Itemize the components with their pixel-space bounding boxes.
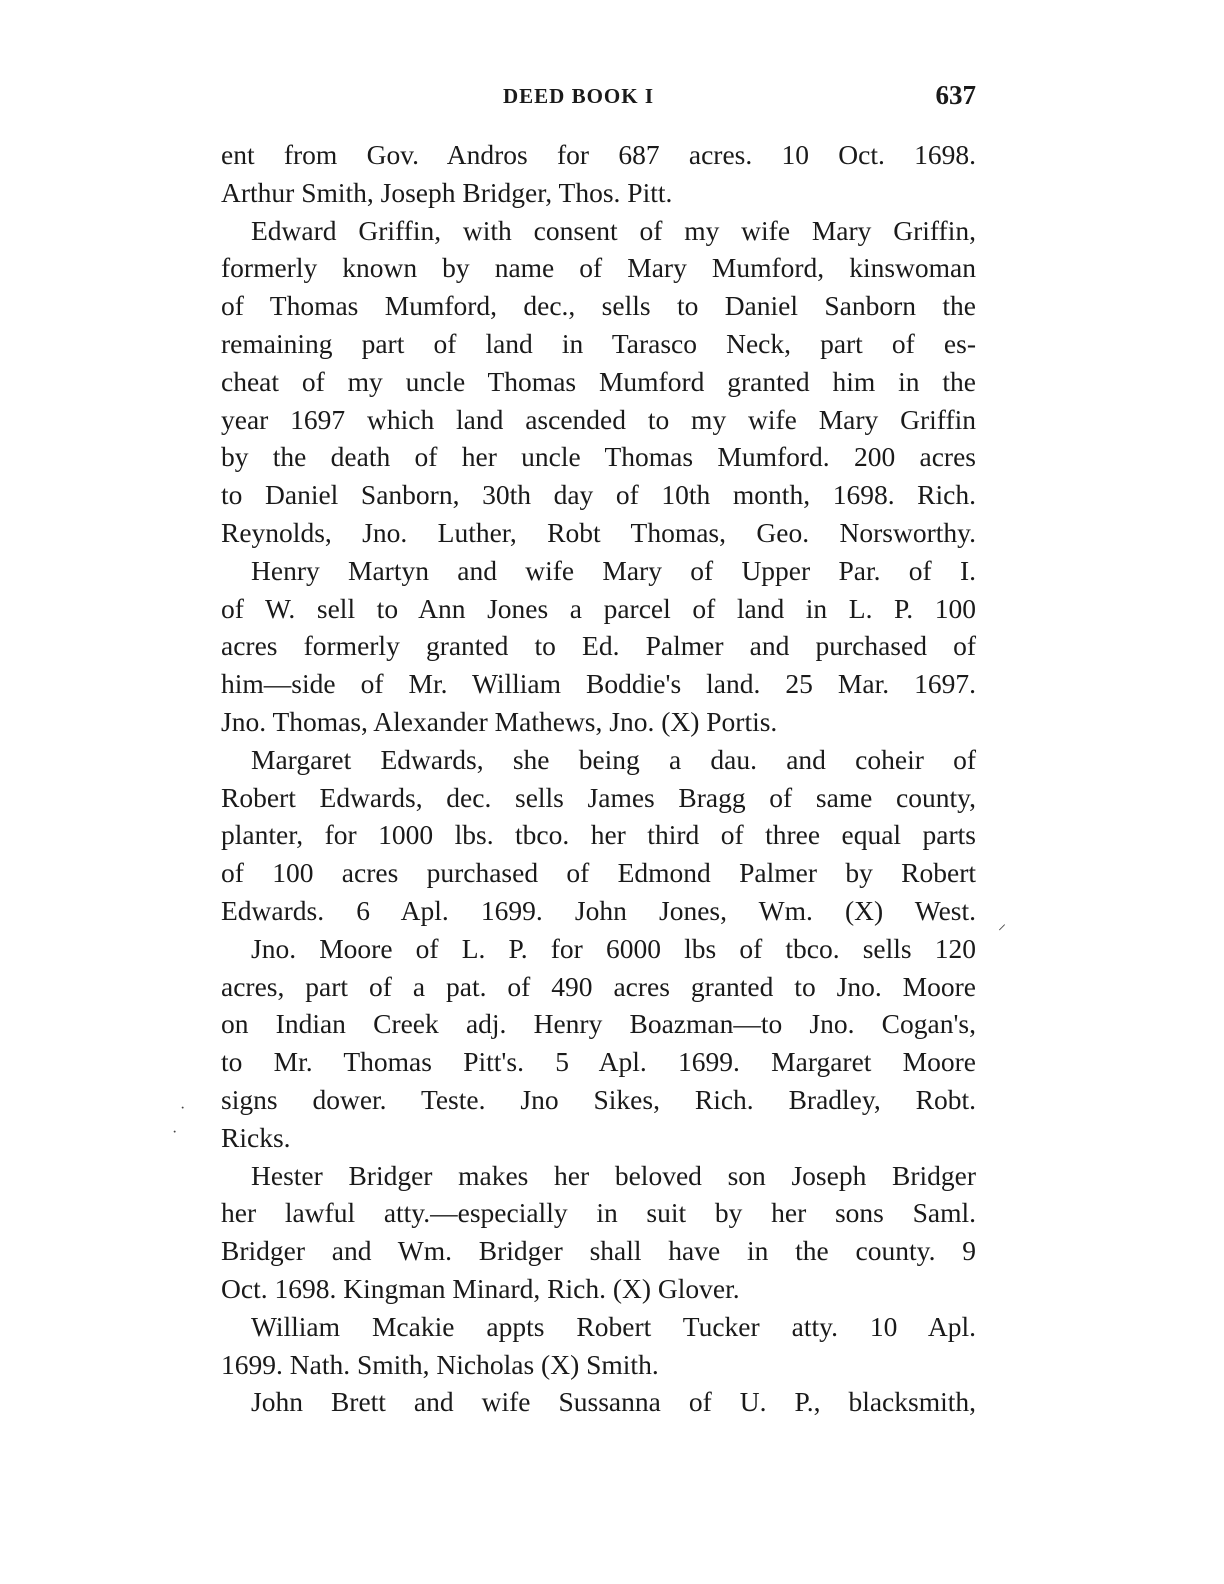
text-line: Edwards. 6 Apl. 1699. John Jones, Wm. (X) West. bbox=[221, 894, 976, 926]
paragraph bbox=[221, 1383, 976, 1421]
scan-speck: · bbox=[180, 1100, 186, 1117]
text-line: year 1697 which land ascended to my wife Mary Griffin bbox=[221, 403, 976, 435]
text-line: him—side of Mr. William Boddie's land. 25 Mar. 1697. bbox=[221, 668, 976, 700]
text-line: her lawful atty.—especially in suit by her sons Saml. bbox=[221, 1197, 976, 1229]
paragraph bbox=[221, 212, 976, 552]
text-line: acres, part of a pat. of 490 acres granted to Jno. Moore bbox=[221, 970, 976, 1002]
text-line: Jno. Moore of L. P. for 6000 lbs of tbco. sells 120 bbox=[251, 932, 976, 964]
text-line: formerly known by name of Mary Mumford, kinswoman bbox=[221, 252, 976, 284]
document-page bbox=[221, 80, 976, 1421]
paragraph bbox=[221, 1157, 976, 1308]
text-line: Henry Martyn and wife Mary of Upper Par. of I. bbox=[251, 554, 976, 586]
text-line: John Brett and wife Sussanna of U. P., blacksmith, bbox=[251, 1386, 976, 1418]
paragraph bbox=[221, 1308, 976, 1384]
text-line: Ricks. bbox=[221, 1121, 291, 1153]
text-line: Edward Griffin, with consent of my wife Mary Griffin, bbox=[251, 214, 976, 246]
text-line: 1699. Nath. Smith, Nicholas (X) Smith. bbox=[221, 1348, 659, 1380]
text-line: of 100 acres purchased of Edmond Palmer by Robert bbox=[221, 857, 976, 889]
paragraph bbox=[221, 136, 976, 212]
text-line: by the death of her uncle Thomas Mumford. 200 acres bbox=[221, 441, 976, 473]
text-line: signs dower. Teste. Jno Sikes, Rich. Bradley, Robt. bbox=[221, 1083, 976, 1115]
paragraph bbox=[221, 930, 976, 1157]
text-line: William Mcakie appts Robert Tucker atty. 10 Apl. bbox=[251, 1310, 976, 1342]
page-number: 637 bbox=[935, 80, 976, 110]
text-line: of W. sell to Ann Jones a parcel of land in L. P. 100 bbox=[221, 592, 976, 624]
text-line: Margaret Edwards, she being a dau. and coheir of bbox=[251, 743, 976, 775]
text-line: Arthur Smith, Joseph Bridger, Thos. Pitt. bbox=[221, 176, 673, 208]
text-line: on Indian Creek adj. Henry Boazman—to Jno. Cogan's, bbox=[221, 1008, 976, 1040]
text-line: remaining part of land in Tarasco Neck, part of es- bbox=[221, 327, 976, 359]
text-line: Oct. 1698. Kingman Minard, Rich. (X) Glover. bbox=[221, 1272, 740, 1304]
body-text bbox=[221, 136, 976, 1421]
text-line: planter, for 1000 lbs. tbco. her third of three equal parts bbox=[221, 819, 976, 851]
text-line: Bridger and Wm. Bridger shall have in the county. 9 bbox=[221, 1235, 976, 1267]
paragraph bbox=[221, 552, 976, 741]
scan-speck: · bbox=[172, 1124, 178, 1141]
text-line: of Thomas Mumford, dec., sells to Daniel Sanborn the bbox=[221, 290, 976, 322]
text-line: Robert Edwards, dec. sells James Bragg of same county, bbox=[221, 781, 976, 813]
text-line: Jno. Thomas, Alexander Mathews, Jno. (X) Portis. bbox=[221, 705, 778, 737]
text-line: acres formerly granted to Ed. Palmer and purchased of bbox=[221, 630, 976, 662]
text-line: cheat of my uncle Thomas Mumford granted him in the bbox=[221, 365, 976, 397]
text-line: to Mr. Thomas Pitt's. 5 Apl. 1699. Margaret Moore bbox=[221, 1046, 976, 1078]
text-line: to Daniel Sanborn, 30th day of 10th month, 1698. Rich. bbox=[221, 479, 976, 511]
scan-speck: ⸝ bbox=[998, 916, 1007, 933]
text-line: Hester Bridger makes her beloved son Joseph Bridger bbox=[251, 1159, 976, 1191]
running-head: DEED BOOK I bbox=[502, 84, 655, 108]
text-line: ent from Gov. Andros for 687 acres. 10 Oct. 1698. bbox=[221, 139, 976, 170]
paragraph bbox=[221, 741, 976, 930]
page-header bbox=[221, 80, 976, 114]
text-line: Reynolds, Jno. Luther, Robt Thomas, Geo. Norsworthy. bbox=[221, 516, 976, 548]
